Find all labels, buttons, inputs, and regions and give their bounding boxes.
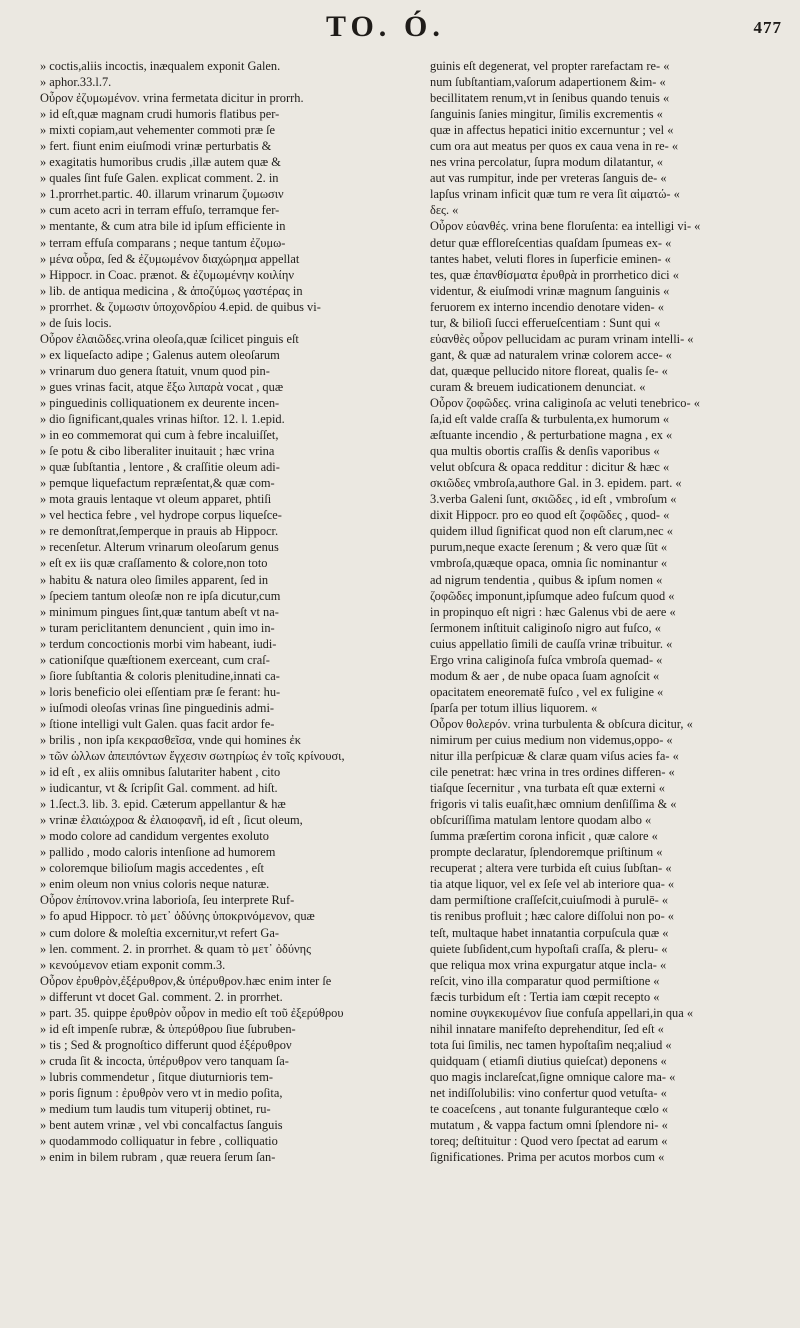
- text-line: εὐανθὲς οὖρον pellucidam ac puram vrinam intelli- «: [430, 331, 694, 346]
- text-line: » fert. fiunt enim eiuſmodi vrinæ perturbatis &: [40, 139, 272, 154]
- text-line: æſtuante incendio , & perturbatione magna , ex «: [430, 428, 673, 443]
- text-line: ſanguinis ſanies mingitur, ſimilis excrementis «: [430, 107, 663, 122]
- text-line: » minimum pingues ſint,quæ tantum abeſt vt na-: [40, 604, 279, 619]
- text-line: σκιῶδες vmbroſa,authore Gal. in 3. epidem. part. «: [430, 476, 682, 491]
- text-line: » gues vrinas facit, atque ἔξω λιπαρὰ vocat , quæ: [40, 379, 284, 394]
- text-line: » vrinæ ἐλαιώχροα & ἐλαιοφανῆ, id eſt , ſicut oleum,: [40, 813, 303, 828]
- text-line: tur, & bilioſi ſucci efferueſcentiam : Sunt qui «: [430, 315, 661, 330]
- text-line: tota ſui ſimilis, nec tamen hypoſtaſim neq;aliud «: [430, 1037, 672, 1052]
- text-line: » len. comment. 2. in prorrhet. & quam τὸ μετ᾽ ὀδύνης: [40, 941, 311, 956]
- text-line: » aphor.33.l.7.: [40, 75, 112, 90]
- text-line: » id eſt , ex aliis omnibus ſalutariter habent , cito: [40, 765, 281, 780]
- text-line: » modo colore ad candidum vergentes exoluto: [40, 829, 269, 844]
- text-line: Οὖρον θολερόν. vrina turbulenta & obſcura dicitur, «: [430, 716, 693, 731]
- text-line: Ergo vrina caliginoſa fuſca vmbroſa quemad- «: [430, 652, 663, 667]
- text-line: Οὖρον ἐπίπονον.vrina laborioſa, ſeu interprete Ruf-: [40, 893, 295, 908]
- text-line: » re demonſtrat,ſemperque in prauis ab Hippocr.: [40, 524, 279, 539]
- text-line: » τῶν ὠλλων ἀπειπόντων ἔγχεσιν σωτηρίως ἐν τοῖς κρίνουσι,: [40, 749, 345, 764]
- text-line: becillitatem renum,vt in ſenibus quando tenuis «: [430, 91, 670, 106]
- text-line: Οὖρον ἐζυμωμένον. vrina fermetata dicitur in prorrh.: [40, 91, 304, 106]
- text-line: » Hippocr. in Coac. prænot. & ἐζυμωμένην κοιλίην: [40, 267, 294, 282]
- text-line: quæ in affectus hepatici initio excernuntur ; vel «: [430, 123, 674, 138]
- text-line: que reliqua mox vrina expurgatur atque incla- «: [430, 957, 667, 972]
- text-line: » fo apud Hippocr. τὸ μετ᾽ ὀδύνης ὑποκρινόμενον, quæ: [40, 909, 315, 924]
- text-line: » brilis , non ipſa κεκρασθεῖσα, vnde qui homines ἐκ: [40, 732, 301, 747]
- text-line: mutatum , & vappa factum omni ſplendore ni- «: [430, 1118, 668, 1133]
- text-line: » cum aceto acri in terram effuſo, terramque fer-: [40, 203, 280, 218]
- text-line: quidquam ( etiamſi diutius quieſcat) deponens «: [430, 1053, 667, 1068]
- text-line: dixit Hippocr. pro eo quod eſt ζοφῶδες , quod- «: [430, 508, 670, 523]
- text-line: detur quæ effloreſcentias quaſdam ſpumeas ex- «: [430, 235, 672, 250]
- text-line: num ſubſtantiam,vaſorum adapertionem &im- «: [430, 75, 666, 90]
- text-line: purum,neque exacte ſerenum ; & vero quæ ſūt «: [430, 540, 668, 555]
- text-line: ζοφῶδες imponunt,ipſumque adeo fuſcum quod «: [430, 588, 675, 603]
- text-line: » pinguedinis colliquationem ex deurente incen-: [40, 395, 280, 410]
- text-line: quo magis inclareſcat,ſigne omnique calore ma- «: [430, 1069, 676, 1084]
- text-line: nihil innatare manifeſto deprehenditur, ſed eſt «: [430, 1021, 664, 1036]
- text-line: » medium tum laudis tum vituperij obtinet, ru-: [40, 1102, 271, 1117]
- text-line: modum & aer , de nube opaca ſuam agnoſcit «: [430, 668, 660, 683]
- text-line: » exagitatis humoribus crudis ,illæ autem quæ &: [40, 155, 281, 170]
- text-line: cuius appellatio ſimili de cauſſa vrinæ tribuitur. «: [430, 636, 673, 651]
- text-line: nes vrina percolatur, ſupra modum dilatantur, «: [430, 155, 663, 170]
- text-line: » loris beneficio olei eſſentiam præ ſe ferant: hu-: [40, 684, 281, 699]
- text-line: ad nigrum tendentia , quibus & ipſum nomen «: [430, 572, 663, 587]
- text-line: quiete ſubſident,cum hypoſtaſi craſſa, & pleru- «: [430, 941, 668, 956]
- text-line: » mota grauis lentaque vt oleum apparet, phtiſi: [40, 492, 272, 507]
- text-line: qua multis obortis craſſis & denſis vaporibus «: [430, 444, 660, 459]
- text-line: » cum dolore & moleſtia excernitur,vt refert Ga-: [40, 925, 279, 940]
- text-line: » id eſt,quæ magnam crudi humoris flatibus per-: [40, 107, 280, 122]
- text-line: » terram effuſa comparans ; neque tantum ἐζυμω-: [40, 235, 286, 250]
- text-line: » 1.ſect.3. lib. 3. epid. Cæterum appellantur & hæ: [40, 797, 286, 812]
- text-line: frigoris vi talis euaſit,hæc omnium denſiſſima & «: [430, 797, 677, 812]
- text-line: aut vas rumpitur, inde per vreteras ſanguis de- «: [430, 171, 667, 186]
- text-line: » id eſt impenſe rubræ, & ὑπερύθρου ſiue ſubruben-: [40, 1021, 296, 1036]
- text-line: ſa,id eſt valde craſſa & turbulenta,ex humorum «: [430, 412, 670, 427]
- text-line: dat, quæque pellucido nitore floreat, qualis ſe- «: [430, 363, 668, 378]
- text-line: te coaceſcens , aut tonante fulguranteque cœlo «: [430, 1102, 669, 1117]
- running-head-left: TO.: [326, 10, 392, 43]
- text-line: » eſt ex iis quæ craſſamento & colore,non toto: [40, 556, 268, 571]
- text-line: guinis eſt degenerat, vel propter rarefactam re- «: [430, 59, 670, 73]
- text-line: quidem illud ſignificat quod non eſt clarum,nec «: [430, 524, 673, 539]
- running-head-right: Ó.: [404, 10, 445, 43]
- text-line: dam permiſtione craſſeſcit,cuiuſmodi à purulē- «: [430, 893, 669, 908]
- text-line: » dio ſignificant,quales vrinas hiſtor. 12. l. 1.epid.: [40, 412, 285, 427]
- text-line: tantes habet, veluti flores in ſuperficie eminen- «: [430, 251, 671, 266]
- text-line: » quodammodo colliquatur in febre , colliquatio: [40, 1134, 278, 1149]
- text-line: Οὖρον εὐανθές. vrina bene floruſenta: ea intelligi vi- «: [430, 219, 701, 234]
- text-line: » μένα οὖρα, ſed & ἐζυμωμένον διαχώρημα appellat: [40, 251, 300, 266]
- text-line: » iudicantur, vt & ſcripſit Gal. comment. ad hiſt.: [40, 781, 278, 796]
- text-line: ſermonem inſtituit caliginoſo nigro aut fuſco, «: [430, 620, 661, 635]
- left-text-column: [40, 58, 410, 1165]
- text-line: » κενούμενον etiam exponit comm.3.: [40, 957, 226, 972]
- text-line: cile penetrat: hæc vrina in tres ordines differen- «: [430, 765, 675, 780]
- text-line: reſcit, vino illa comparatur quod permiſtione «: [430, 973, 660, 988]
- text-line: feruorem ex interno incendio denotare viden- «: [430, 299, 664, 314]
- text-line: recuperat ; altera vere turbida eſt cuius ſubſtan- «: [430, 861, 672, 876]
- right-text-column: [430, 58, 786, 1165]
- text-line: lapſus vrinam inficit quæ tum re vera ſit αἱματώ- «: [430, 187, 680, 202]
- text-line: » tis ; Sed & prognoſtico differunt quod ἐξέρυθρον: [40, 1037, 292, 1052]
- text-line: in propinquo eſt nigri : hæc Galenus vbi de aere «: [430, 604, 676, 619]
- text-line: » lubris commendetur , ſitque diuturnioris tem-: [40, 1069, 273, 1084]
- text-line: » ſtione intelligi vult Galen. quas facit ardor fe-: [40, 716, 275, 731]
- text-line: » recenſetur. Alterum vrinarum oleoſarum genus: [40, 540, 279, 555]
- text-line: » prorrhet. & ζυμωσιν ὑποχονδρίου 4.epid. de quibus vi-: [40, 299, 321, 314]
- page-number: 477: [753, 18, 782, 37]
- text-line: δες. «: [430, 203, 459, 218]
- text-line: prompte declaratur, ſplendoremque priſtinum «: [430, 845, 663, 860]
- text-line: toreq; deſtituitur : Quod vero ſpectat ad earum «: [430, 1134, 668, 1149]
- text-line: » turam periclitantem denuncient , quin imo in-: [40, 620, 275, 635]
- text-line: gant, & quæ ad naturalem vrinæ colorem acce- «: [430, 347, 672, 362]
- text-line: » enim in bilem rubram , quæ reuera ſerum ſan-: [40, 1150, 276, 1165]
- text-line: tiaſque ſecernitur , vna turbata eſt quæ externi «: [430, 781, 665, 796]
- page-header: [0, 10, 800, 54]
- text-line: » lib. de antiqua medicina , & ἀποζύμως γαστέρας in: [40, 283, 303, 298]
- text-line: » cationiſque quæſtionem exerceant, cum craſ-: [40, 652, 270, 667]
- text-line: » coloremque bilioſum magis accedentes , eſt: [40, 861, 264, 876]
- text-line: » ſe potu & cibo liberaliter inuitauit ; hæc vrina: [40, 444, 275, 459]
- text-line: » cruda ſit & incocta, ὑπέρυθρον vero tanquam ſa-: [40, 1053, 289, 1068]
- text-line: » ſpeciem tantum oleoſæ non re ipſa dicutur,cum: [40, 588, 281, 603]
- text-line: Οὖρον ἐρυθρὸν,ἐξέρυθρον,& ὑπέρυθρον.hæc enim inter ſe: [40, 973, 332, 988]
- text-line: » in eo commemorat qui cum à febre incaluiſſet,: [40, 428, 279, 443]
- text-line: » vrinarum duo genera ſtatuit, vnum quod pin-: [40, 363, 270, 378]
- text-line: teſt, multaque habet innatantia corpuſcula quæ «: [430, 925, 669, 940]
- text-line: net indiſſolubilis: vino confertur quod vetuſta- «: [430, 1086, 667, 1100]
- text-line: Οὖρον ζοφῶδες. vrina caliginoſa ac veluti tenebrico- «: [430, 395, 700, 410]
- text-line: » habitu & natura oleo ſimiles apparent, ſed in: [40, 572, 269, 587]
- text-line: » vel hectica febre , vel hydrope corpus liqueſce-: [40, 508, 282, 523]
- text-line: » mentante, & cum atra bile id ipſum efficiente in: [40, 219, 286, 234]
- text-line: nitur illa perſpicuæ & claræ quam viſus acies fa- «: [430, 749, 679, 764]
- text-line: » poris ſignum : ἐρυθρὸν vero vt in medio poſita,: [40, 1086, 283, 1100]
- text-line: » pemque liquefactum repræſentat,& quæ com-: [40, 476, 275, 491]
- text-line: nimirum per cuius medium non videmus,oppo- «: [430, 732, 673, 747]
- text-line: » enim oleum non vnius coloris neque naturæ.: [40, 877, 270, 892]
- text-line: » terdum concoctionis morbi vim habeant, iudi-: [40, 636, 277, 651]
- text-line: cum ora aut meatus per quos ex caua vena in re- «: [430, 139, 679, 154]
- text-line: opacitatem eneorematē fuſco , vel ex fuligine «: [430, 684, 664, 699]
- text-line: nomine συγκεκυμένον ſiue confuſa appellari,in qua «: [430, 1005, 694, 1020]
- text-line: obſcuriſſima matulam lentore quodam albo «: [430, 813, 652, 828]
- text-line: » quales ſint fuſe Galen. explicat comment. 2. in: [40, 171, 279, 186]
- text-line: » ex liqueſacto adipe ; Galenus autem oleoſarum: [40, 347, 280, 362]
- text-line: vmbroſa,quæque opaca, omnia ſic nominantur «: [430, 556, 668, 571]
- text-line: tis renibus profluit ; hæc calore diſſolui non po- «: [430, 909, 674, 924]
- text-line: Οὖρον ἐλαιῶδες.vrina oleoſa,quæ ſcilicet pinguis eſt: [40, 331, 299, 346]
- text-line: fæcis turbidum eſt : Tertia iam cœpit recepto «: [430, 989, 660, 1004]
- text-line: » ſiore ſubſtantia & coloris plenitudine,innati ca-: [40, 668, 280, 683]
- text-line: 3.verba Galeni ſunt, σκιῶδες , id eſt , vmbroſum «: [430, 492, 677, 507]
- text-line: velut obſcura & opaca redditur : dicitur & hæc «: [430, 460, 670, 475]
- text-line: » iuſmodi oleoſas vrinas ſine pinguedinis admi-: [40, 700, 275, 715]
- text-line: ſparſa per totum illius liquorem. «: [430, 700, 598, 715]
- text-line: ſumma præſertim corona inficit , quæ calore «: [430, 829, 658, 844]
- text-line: » bent autem vrinæ , vel vbi concalfactus ſanguis: [40, 1118, 283, 1133]
- text-line: » differunt vt docet Gal. comment. 2. in prorrhet.: [40, 989, 283, 1004]
- text-line: » mixti copiam,aut vehementer commoti præ ſe: [40, 123, 276, 138]
- text-line: » 1.prorrhet.partic. 40. illarum vrinarum ζυμωσιν: [40, 187, 284, 202]
- text-line: » de ſuis locis.: [40, 315, 112, 330]
- text-line: ſignificationes. Prima per acutos morbos cum «: [430, 1150, 665, 1165]
- text-line: tes, quæ ἐπανθίσματα ἐρυθρὰ in prorrhetico dici «: [430, 267, 679, 282]
- text-line: » quæ ſubſtantia , lentore , & craſſitie oleum adi-: [40, 460, 280, 475]
- text-line: » pallido , modo caloris intenſione ad humorem: [40, 845, 276, 860]
- text-line: videntur, & eiuſmodi vrinæ magnum ſanguinis «: [430, 283, 670, 298]
- text-line: » part. 35. quippe ἐρυθρὸν οὖρον in medio eſt τοῦ ἐξερύθρου: [40, 1005, 344, 1020]
- text-line: curam & breuem iudicationem denunciat. «: [430, 379, 646, 394]
- text-line: tia atque liquor, vel ex ſeſe vel ab interiore qua- «: [430, 877, 675, 892]
- text-line: » coctis,aliis incoctis, inæqualem exponit Galen.: [40, 59, 281, 73]
